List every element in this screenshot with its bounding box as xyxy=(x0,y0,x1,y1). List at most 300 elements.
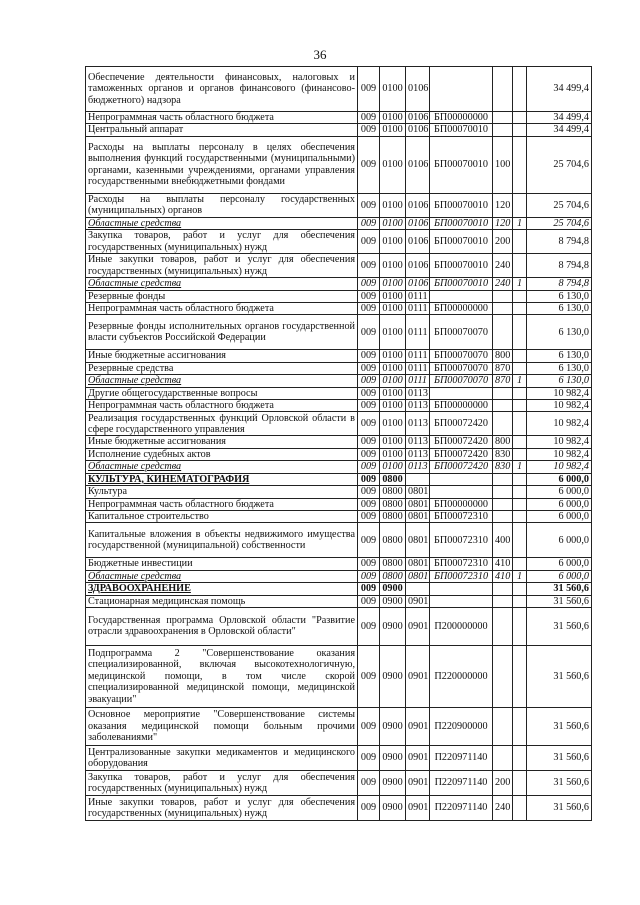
row-amount: 6 130,0 xyxy=(527,303,592,315)
row-name: Областные средства xyxy=(86,375,358,387)
row-target-code: БП00070010 xyxy=(430,217,493,229)
row-name: Резервные фонды исполнительных органов государственной власти субъектов Российской Федерации xyxy=(86,315,358,350)
row-amount: 10 982,4 xyxy=(527,412,592,436)
row-expense-type-code xyxy=(493,707,513,745)
row-target-code xyxy=(430,473,493,485)
row-target-code: БП00072310 xyxy=(430,523,493,558)
table-row xyxy=(86,112,592,124)
row-expense-type-code xyxy=(493,595,513,607)
row-subsection-code: 0901 xyxy=(406,607,430,645)
row-section-code: 0100 xyxy=(380,290,406,302)
table-row xyxy=(86,570,592,582)
row-amount: 6 130,0 xyxy=(527,350,592,362)
row-amount: 31 560,6 xyxy=(527,745,592,770)
row-ministry-code: 009 xyxy=(358,595,380,607)
row-name: Бюджетные инвестиции xyxy=(86,558,358,570)
row-expense-type-code xyxy=(493,112,513,124)
row-subsection-code: 0901 xyxy=(406,645,430,707)
row-expense-type-code: 100 xyxy=(493,136,513,193)
row-amount: 6 000,0 xyxy=(527,473,592,485)
table-row xyxy=(86,124,592,136)
row-expense-type-code: 830 xyxy=(493,448,513,460)
row-name: Исполнение судебных актов xyxy=(86,448,358,460)
row-section-code: 0900 xyxy=(380,607,406,645)
row-target-code: БП00072420 xyxy=(430,412,493,436)
row-subsection-code: 0901 xyxy=(406,770,430,795)
row-subsection-code: 0113 xyxy=(406,387,430,399)
row-amount: 6 000,0 xyxy=(527,486,592,498)
row-source-code xyxy=(513,645,527,707)
table-row xyxy=(86,770,592,795)
row-ministry-code: 009 xyxy=(358,67,380,112)
row-ministry-code: 009 xyxy=(358,645,380,707)
row-subsection-code: 0111 xyxy=(406,290,430,302)
row-subsection-code: 0111 xyxy=(406,362,430,374)
row-target-code: БП00000000 xyxy=(430,400,493,412)
row-source-code xyxy=(513,448,527,460)
row-subsection-code: 0801 xyxy=(406,486,430,498)
row-section-code: 0100 xyxy=(380,436,406,448)
row-section-code: 0100 xyxy=(380,315,406,350)
row-source-code xyxy=(513,350,527,362)
row-section-code: 0100 xyxy=(380,387,406,399)
row-subsection-code: 0801 xyxy=(406,570,430,582)
row-target-code: П220971140 xyxy=(430,770,493,795)
table-row xyxy=(86,400,592,412)
row-subsection-code: 0901 xyxy=(406,745,430,770)
row-source-code xyxy=(513,473,527,485)
row-ministry-code: 009 xyxy=(358,254,380,278)
row-source-code xyxy=(513,387,527,399)
row-amount: 8 794,8 xyxy=(527,254,592,278)
row-ministry-code: 009 xyxy=(358,387,380,399)
row-target-code: БП00070010 xyxy=(430,136,493,193)
table-row xyxy=(86,486,592,498)
row-name: Основное мероприятие "Совершенствование системы оказания медицинской помощи больным прочими заболеваниями" xyxy=(86,707,358,745)
row-expense-type-code: 870 xyxy=(493,362,513,374)
row-section-code: 0800 xyxy=(380,523,406,558)
row-ministry-code: 009 xyxy=(358,523,380,558)
table-row xyxy=(86,583,592,595)
row-subsection-code: 0801 xyxy=(406,498,430,510)
row-name: Иные бюджетные ассигнования xyxy=(86,350,358,362)
row-ministry-code: 009 xyxy=(358,278,380,290)
row-subsection-code: 0113 xyxy=(406,400,430,412)
table-row xyxy=(86,473,592,485)
row-target-code: БП00070010 xyxy=(430,254,493,278)
row-target-code: БП00000000 xyxy=(430,498,493,510)
row-ministry-code: 009 xyxy=(358,473,380,485)
row-source-code xyxy=(513,795,527,820)
row-expense-type-code: 240 xyxy=(493,278,513,290)
row-subsection-code: 0111 xyxy=(406,303,430,315)
table-row xyxy=(86,193,592,217)
row-source-code xyxy=(513,400,527,412)
table-row xyxy=(86,745,592,770)
row-section-code: 0100 xyxy=(380,400,406,412)
row-source-code: 1 xyxy=(513,217,527,229)
row-target-code: П200000000 xyxy=(430,607,493,645)
row-subsection-code: 0113 xyxy=(406,448,430,460)
table-row xyxy=(86,523,592,558)
row-ministry-code: 009 xyxy=(358,400,380,412)
row-subsection-code: 0111 xyxy=(406,375,430,387)
row-expense-type-code: 240 xyxy=(493,795,513,820)
row-ministry-code: 009 xyxy=(358,112,380,124)
row-subsection-code: 0111 xyxy=(406,315,430,350)
row-amount: 6 000,0 xyxy=(527,498,592,510)
row-amount: 34 499,4 xyxy=(527,67,592,112)
row-name: Непрограммная часть областного бюджета xyxy=(86,303,358,315)
row-target-code: БП00070070 xyxy=(430,375,493,387)
row-subsection-code: 0106 xyxy=(406,278,430,290)
row-amount: 6 130,0 xyxy=(527,290,592,302)
row-subsection-code xyxy=(406,583,430,595)
row-section-code: 0100 xyxy=(380,461,406,473)
row-expense-type-code xyxy=(493,607,513,645)
row-expense-type-code: 120 xyxy=(493,217,513,229)
row-ministry-code: 009 xyxy=(358,362,380,374)
row-name: Иные бюджетные ассигнования xyxy=(86,436,358,448)
row-amount: 25 704,6 xyxy=(527,217,592,229)
table-row xyxy=(86,278,592,290)
table-row xyxy=(86,707,592,745)
table-row xyxy=(86,387,592,399)
row-expense-type-code xyxy=(493,745,513,770)
row-name: Иные закупки товаров, работ и услуг для обеспечения государственных (муниципальных) нужд xyxy=(86,795,358,820)
table-row xyxy=(86,595,592,607)
row-name: Капитальные вложения в объекты недвижимого имущества государственной (муниципальной) собственности xyxy=(86,523,358,558)
row-section-code: 0900 xyxy=(380,707,406,745)
row-amount: 25 704,6 xyxy=(527,193,592,217)
row-name: Непрограммная часть областного бюджета xyxy=(86,400,358,412)
row-section-code: 0100 xyxy=(380,136,406,193)
row-name: Областные средства xyxy=(86,461,358,473)
row-source-code xyxy=(513,498,527,510)
row-ministry-code: 009 xyxy=(358,486,380,498)
row-expense-type-code xyxy=(493,510,513,522)
table-row xyxy=(86,607,592,645)
row-expense-type-code: 870 xyxy=(493,375,513,387)
row-subsection-code: 0106 xyxy=(406,112,430,124)
row-ministry-code: 009 xyxy=(358,583,380,595)
row-ministry-code: 009 xyxy=(358,350,380,362)
row-ministry-code: 009 xyxy=(358,558,380,570)
row-section-code: 0100 xyxy=(380,254,406,278)
row-expense-type-code: 400 xyxy=(493,523,513,558)
table-row xyxy=(86,290,592,302)
row-name: Иные закупки товаров, работ и услуг для обеспечения государственных (муниципальных) нужд xyxy=(86,254,358,278)
row-name: Резервные фонды xyxy=(86,290,358,302)
row-subsection-code: 0106 xyxy=(406,67,430,112)
row-subsection-code: 0113 xyxy=(406,436,430,448)
row-source-code xyxy=(513,193,527,217)
row-subsection-code: 0901 xyxy=(406,707,430,745)
row-subsection-code: 0106 xyxy=(406,136,430,193)
row-expense-type-code xyxy=(493,412,513,436)
row-source-code xyxy=(513,707,527,745)
row-section-code: 0100 xyxy=(380,448,406,460)
page-number: 36 xyxy=(313,47,327,62)
row-expense-type-code xyxy=(493,67,513,112)
row-section-code: 0800 xyxy=(380,570,406,582)
row-expense-type-code xyxy=(493,387,513,399)
row-amount: 6 130,0 xyxy=(527,315,592,350)
table-row xyxy=(86,254,592,278)
row-amount: 10 982,4 xyxy=(527,400,592,412)
table-row xyxy=(86,315,592,350)
row-amount: 34 499,4 xyxy=(527,124,592,136)
row-name: Областные средства xyxy=(86,217,358,229)
row-section-code: 0100 xyxy=(380,362,406,374)
row-expense-type-code xyxy=(493,290,513,302)
row-ministry-code: 009 xyxy=(358,448,380,460)
row-amount: 6 000,0 xyxy=(527,523,592,558)
row-target-code: БП00072310 xyxy=(430,570,493,582)
row-amount: 6 130,0 xyxy=(527,362,592,374)
row-amount: 6 000,0 xyxy=(527,510,592,522)
row-amount: 25 704,6 xyxy=(527,136,592,193)
row-section-code: 0900 xyxy=(380,745,406,770)
row-source-code xyxy=(513,595,527,607)
row-target-code: БП00072310 xyxy=(430,510,493,522)
row-expense-type-code: 200 xyxy=(493,230,513,254)
table-row xyxy=(86,436,592,448)
row-expense-type-code xyxy=(493,645,513,707)
row-amount: 6 130,0 xyxy=(527,375,592,387)
row-source-code xyxy=(513,112,527,124)
row-expense-type-code xyxy=(493,124,513,136)
row-expense-type-code: 120 xyxy=(493,193,513,217)
row-name: Областные средства xyxy=(86,278,358,290)
row-section-code: 0100 xyxy=(380,124,406,136)
row-source-code xyxy=(513,412,527,436)
row-target-code: БП00070010 xyxy=(430,278,493,290)
row-subsection-code: 0106 xyxy=(406,254,430,278)
row-expense-type-code: 830 xyxy=(493,461,513,473)
row-ministry-code: 009 xyxy=(358,124,380,136)
row-expense-type-code xyxy=(493,315,513,350)
row-source-code xyxy=(513,510,527,522)
row-name: Центральный аппарат xyxy=(86,124,358,136)
row-name: Капитальное строительство xyxy=(86,510,358,522)
row-source-code xyxy=(513,362,527,374)
row-section-code: 0100 xyxy=(380,67,406,112)
table-row xyxy=(86,303,592,315)
row-target-code xyxy=(430,290,493,302)
row-source-code xyxy=(513,254,527,278)
table-row xyxy=(86,448,592,460)
row-target-code xyxy=(430,67,493,112)
row-ministry-code: 009 xyxy=(358,136,380,193)
row-target-code: П220971140 xyxy=(430,795,493,820)
row-source-code: 1 xyxy=(513,461,527,473)
row-source-code: 1 xyxy=(513,570,527,582)
row-section-code: 0800 xyxy=(380,486,406,498)
row-ministry-code: 009 xyxy=(358,770,380,795)
row-amount: 10 982,4 xyxy=(527,436,592,448)
row-subsection-code: 0106 xyxy=(406,193,430,217)
table-row xyxy=(86,412,592,436)
row-ministry-code: 009 xyxy=(358,193,380,217)
row-source-code xyxy=(513,745,527,770)
row-amount: 31 560,6 xyxy=(527,583,592,595)
row-subsection-code xyxy=(406,473,430,485)
row-ministry-code: 009 xyxy=(358,303,380,315)
row-section-code: 0100 xyxy=(380,112,406,124)
row-expense-type-code: 240 xyxy=(493,254,513,278)
row-target-code: П220900000 xyxy=(430,707,493,745)
row-ministry-code: 009 xyxy=(358,375,380,387)
table-row xyxy=(86,510,592,522)
row-name: Закупка товаров, работ и услуг для обеспечения государственных (муниципальных) нужд xyxy=(86,770,358,795)
row-name: Обеспечение деятельности финансовых, налоговых и таможенных органов и органов финансового (финансово-бюджетного) надзора xyxy=(86,67,358,112)
table-row xyxy=(86,136,592,193)
row-target-code: БП00070010 xyxy=(430,124,493,136)
row-ministry-code: 009 xyxy=(358,230,380,254)
row-source-code xyxy=(513,67,527,112)
row-name: Стационарная медицинская помощь xyxy=(86,595,358,607)
row-expense-type-code: 200 xyxy=(493,770,513,795)
row-amount: 31 560,6 xyxy=(527,795,592,820)
row-expense-type-code: 410 xyxy=(493,570,513,582)
row-subsection-code: 0113 xyxy=(406,412,430,436)
row-ministry-code: 009 xyxy=(358,607,380,645)
row-amount: 31 560,6 xyxy=(527,645,592,707)
row-expense-type-code xyxy=(493,583,513,595)
table-row xyxy=(86,645,592,707)
row-ministry-code: 009 xyxy=(358,436,380,448)
row-name: Расходы на выплаты персоналу государственных (муниципальных) органов xyxy=(86,193,358,217)
row-source-code xyxy=(513,523,527,558)
row-target-code: БП00070070 xyxy=(430,350,493,362)
row-source-code xyxy=(513,290,527,302)
row-name: Государственная программа Орловской области "Развитие отрасли здравоохранения в Орловской области" xyxy=(86,607,358,645)
row-section-code: 0900 xyxy=(380,770,406,795)
row-name: Подпрограмма 2 "Совершенствование оказания специализированной, включая высокотехнологичную, медицинской помощи, в том числе скорой специализированной медицинской помощи, медицинской эвакуации" xyxy=(86,645,358,707)
row-expense-type-code: 410 xyxy=(493,558,513,570)
row-source-code xyxy=(513,230,527,254)
row-subsection-code: 0801 xyxy=(406,510,430,522)
table-row xyxy=(86,217,592,229)
row-section-code: 0900 xyxy=(380,583,406,595)
table-row xyxy=(86,375,592,387)
row-ministry-code: 009 xyxy=(358,707,380,745)
table-row xyxy=(86,350,592,362)
row-amount: 34 499,4 xyxy=(527,112,592,124)
row-source-code xyxy=(513,315,527,350)
row-name: Непрограммная часть областного бюджета xyxy=(86,498,358,510)
row-target-code: П220000000 xyxy=(430,645,493,707)
row-target-code xyxy=(430,595,493,607)
row-expense-type-code: 800 xyxy=(493,350,513,362)
table-row xyxy=(86,362,592,374)
row-expense-type-code xyxy=(493,400,513,412)
row-source-code xyxy=(513,303,527,315)
row-expense-type-code xyxy=(493,498,513,510)
row-name: Реализация государственных функций Орловской области в сфере государственного управления xyxy=(86,412,358,436)
row-subsection-code: 0113 xyxy=(406,461,430,473)
row-name: Резервные средства xyxy=(86,362,358,374)
row-source-code xyxy=(513,583,527,595)
row-ministry-code: 009 xyxy=(358,315,380,350)
table-row xyxy=(86,558,592,570)
row-section-code: 0100 xyxy=(380,193,406,217)
row-ministry-code: 009 xyxy=(358,510,380,522)
row-target-code: БП00000000 xyxy=(430,112,493,124)
row-ministry-code: 009 xyxy=(358,745,380,770)
row-name: Областные средства xyxy=(86,570,358,582)
row-source-code xyxy=(513,770,527,795)
row-subsection-code: 0111 xyxy=(406,350,430,362)
row-section-code: 0100 xyxy=(380,303,406,315)
row-target-code: БП00072420 xyxy=(430,461,493,473)
row-subsection-code: 0901 xyxy=(406,595,430,607)
row-name: Культура xyxy=(86,486,358,498)
row-ministry-code: 009 xyxy=(358,461,380,473)
row-target-code: БП00072420 xyxy=(430,448,493,460)
row-expense-type-code xyxy=(493,303,513,315)
table-row xyxy=(86,67,592,112)
row-target-code: БП00070070 xyxy=(430,315,493,350)
row-ministry-code: 009 xyxy=(358,570,380,582)
row-target-code: БП00000000 xyxy=(430,303,493,315)
row-name: ЗДРАВООХРАНЕНИЕ xyxy=(86,583,358,595)
row-ministry-code: 009 xyxy=(358,290,380,302)
row-target-code: БП00070010 xyxy=(430,193,493,217)
row-target-code xyxy=(430,583,493,595)
row-ministry-code: 009 xyxy=(358,498,380,510)
row-subsection-code: 0901 xyxy=(406,795,430,820)
row-target-code: БП00070010 xyxy=(430,230,493,254)
budget-table xyxy=(85,66,592,821)
row-expense-type-code: 800 xyxy=(493,436,513,448)
row-ministry-code: 009 xyxy=(358,795,380,820)
row-section-code: 0100 xyxy=(380,217,406,229)
row-target-code xyxy=(430,486,493,498)
row-subsection-code: 0801 xyxy=(406,558,430,570)
row-section-code: 0800 xyxy=(380,558,406,570)
row-section-code: 0800 xyxy=(380,473,406,485)
row-amount: 10 982,4 xyxy=(527,448,592,460)
table-row xyxy=(86,795,592,820)
row-amount: 31 560,6 xyxy=(527,607,592,645)
row-amount: 31 560,6 xyxy=(527,770,592,795)
row-name: Непрограммная часть областного бюджета xyxy=(86,112,358,124)
row-source-code xyxy=(513,124,527,136)
row-amount: 6 000,0 xyxy=(527,570,592,582)
row-section-code: 0100 xyxy=(380,350,406,362)
row-name: Расходы на выплаты персоналу в целях обеспечения выполнения функций государственными (муниципальными) органами, казенными учреждениями, органами управления государственными внебюджетными фондами xyxy=(86,136,358,193)
row-subsection-code: 0106 xyxy=(406,230,430,254)
row-amount: 10 982,4 xyxy=(527,461,592,473)
row-source-code xyxy=(513,136,527,193)
row-amount: 8 794,8 xyxy=(527,278,592,290)
row-subsection-code: 0106 xyxy=(406,124,430,136)
row-subsection-code: 0801 xyxy=(406,523,430,558)
row-target-code: БП00072420 xyxy=(430,436,493,448)
row-section-code: 0900 xyxy=(380,595,406,607)
row-target-code: П220971140 xyxy=(430,745,493,770)
table-row xyxy=(86,498,592,510)
row-name: Централизованные закупки медикаментов и медицинского оборудования xyxy=(86,745,358,770)
row-section-code: 0100 xyxy=(380,230,406,254)
row-source-code xyxy=(513,486,527,498)
row-expense-type-code xyxy=(493,473,513,485)
row-ministry-code: 009 xyxy=(358,217,380,229)
row-section-code: 0900 xyxy=(380,795,406,820)
row-target-code: БП00072310 xyxy=(430,558,493,570)
